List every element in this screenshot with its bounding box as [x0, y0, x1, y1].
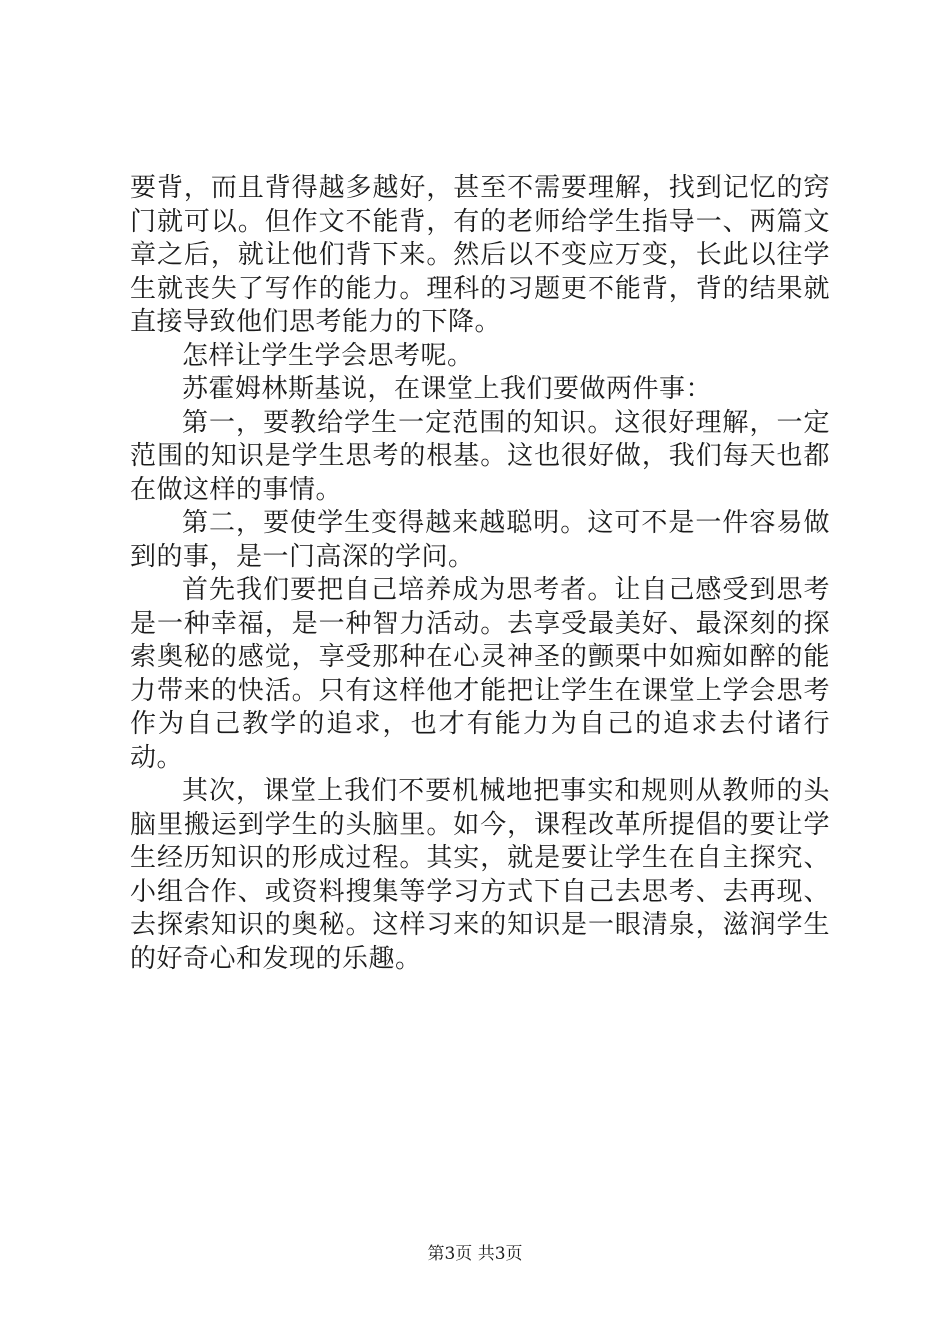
paragraph-quote-intro: 苏霍姆林斯基说，在课堂上我们要做两件事：	[182, 374, 713, 404]
paragraph-question: 怎样让学生学会思考呢。	[182, 340, 474, 371]
paragraph-thinker: 首先我们要把自己培养成为思考者。让自己感受到思考是一种幸福，是一种智力活动。去享受最美好、最深刻的探索奥秘的感觉，享受那种在心灵神圣的颤栗中如痴如醉的能力带来的快活。只有这样他才能把让学生在课堂上学会思考作为自己教学的追求，也才有能力为自己的追求去付诸行动。	[130, 575, 830, 773]
paragraph-classroom: 其次，课堂上我们不要机械地把事实和规则从教师的头脑里搬运到学生的头脑里。如今，课程改革所提倡的要让学生经历知识的形成过程。其实，就是要让学生在自主探究、小组合作、或资料搜集等学习方式下自己去思考、去再现、去探索知识的奥秘。这样习来的知识是一眼清泉，滋润学生的好奇心和发现的乐趣。	[130, 776, 830, 974]
paragraph-second-point: 第二，要使学生变得越来越聪明。这可不是一件容易做到的事，是一门高深的学问。	[130, 508, 830, 572]
page-footer: 第3页 共3页	[427, 1244, 523, 1264]
paragraph-continuation: 要背，而且背得越多越好，甚至不需要理解，找到记忆的窍门就可以。但作文不能背，有的老师给学生指导一、两篇文章之后，就让他们背下来。然后以不变应万变，长此以往学生就丧失了写作的能力。理科的习题更不能背，背的结果就直接导致他们思考能力的下降。	[130, 173, 830, 337]
document-body	[130, 172, 830, 976]
paragraph-first-point: 第一，要教给学生一定范围的知识。这很好理解，一定范围的知识是学生思考的根基。这也很好做，我们每天也都在做这样的事情。	[130, 407, 830, 505]
